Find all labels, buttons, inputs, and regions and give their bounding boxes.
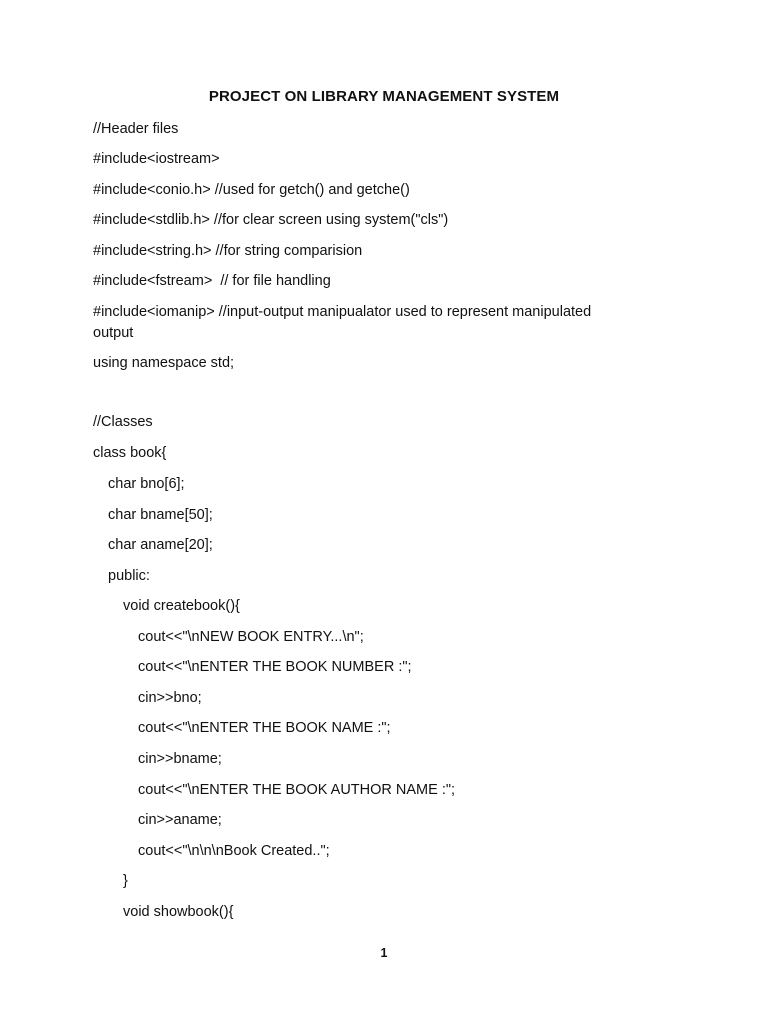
code-include-fstream: #include<fstream> // for file handling — [93, 273, 331, 289]
code-cin-aname: cin>>aname; — [138, 812, 222, 828]
code-cin-bname: cin>>bname; — [138, 751, 222, 767]
code-include-conio: #include<conio.h> //used for getch() and getche() — [93, 182, 410, 198]
document-title: PROJECT ON LIBRARY MANAGEMENT SYSTEM — [208, 88, 560, 105]
code-using-namespace: using namespace std; — [93, 355, 235, 371]
code-cout-book-name: cout<<"\nENTER THE BOOK NAME :"; — [138, 720, 391, 736]
code-include-iomanip: #include<iomanip> //input-output manipualator used to represent manipulated — [93, 304, 592, 320]
code-class-book: class book{ — [93, 445, 167, 461]
code-field-aname: char aname[20]; — [108, 537, 213, 553]
code-include-iostream: #include<iostream> — [93, 151, 220, 167]
code-cin-bno: cin>>bno; — [138, 690, 202, 706]
code-cout-book-number: cout<<"\nENTER THE BOOK NUMBER :"; — [138, 659, 412, 675]
code-func-createbook: void createbook(){ — [123, 598, 240, 614]
code-cout-author-name: cout<<"\nENTER THE BOOK AUTHOR NAME :"; — [138, 782, 456, 798]
code-comment-header-files: //Header files — [93, 121, 179, 137]
code-include-string: #include<string.h> //for string comparision — [93, 243, 363, 259]
code-include-iomanip-continued: output — [93, 325, 134, 341]
code-func-showbook: void showbook(){ — [123, 904, 234, 920]
code-public: public: — [108, 568, 150, 584]
code-cout-book-created: cout<<"\n\n\nBook Created.."; — [138, 843, 330, 859]
code-closing-brace: } — [123, 873, 128, 889]
page-number: 1 — [380, 946, 388, 960]
code-include-stdlib: #include<stdlib.h> //for clear screen using system("cls") — [93, 212, 449, 228]
code-comment-classes: //Classes — [93, 414, 153, 430]
code-cout-new-book: cout<<"\nNEW BOOK ENTRY...\n"; — [138, 629, 364, 645]
code-field-bname: char bname[50]; — [108, 507, 213, 523]
code-field-bno: char bno[6]; — [108, 476, 185, 492]
